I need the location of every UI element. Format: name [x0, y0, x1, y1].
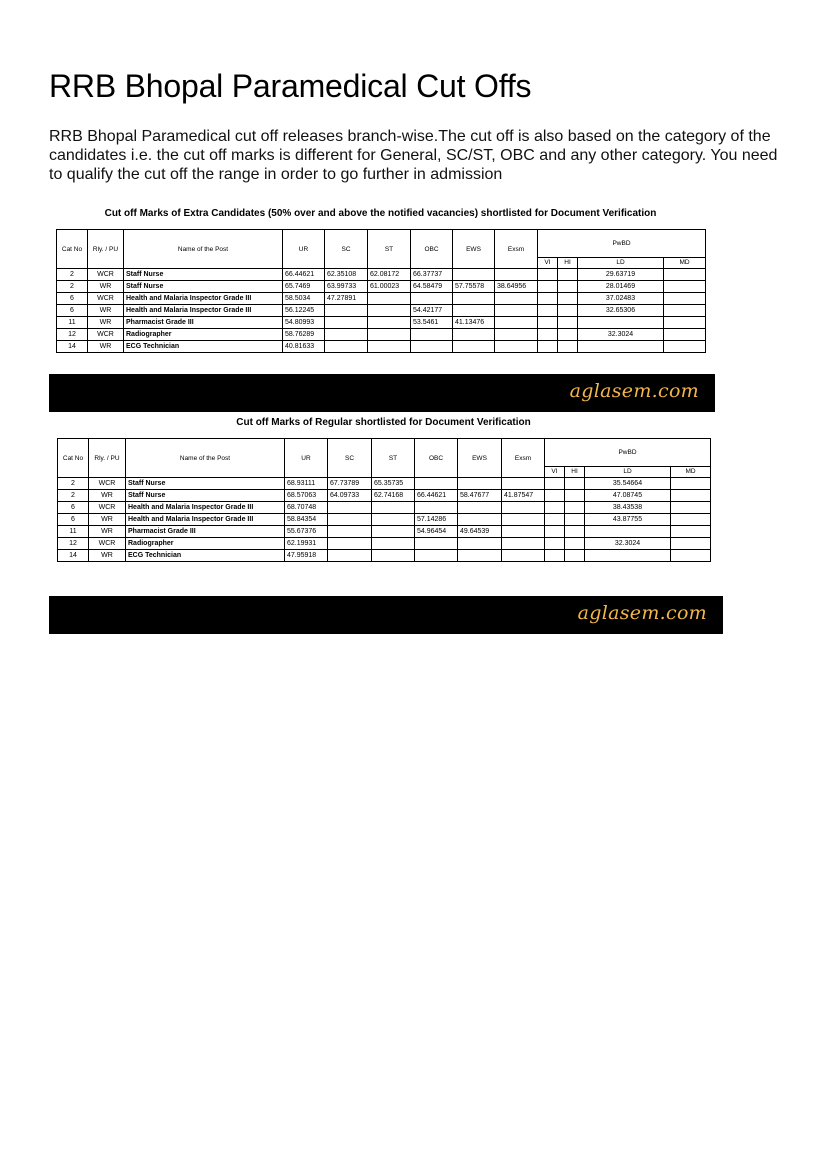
- cell-rly-pu: WCR: [89, 478, 126, 490]
- cell-rly-pu: WR: [88, 281, 124, 293]
- cell-exsm: 38.64956: [495, 281, 538, 293]
- cell-ur: 40.81633: [283, 341, 325, 353]
- cell-post: Radiographer: [126, 538, 285, 550]
- cell-hi: [565, 514, 585, 526]
- cell-obc: [415, 478, 458, 490]
- table-row: [57, 293, 706, 305]
- cell-sc: [325, 305, 368, 317]
- cell-st: [372, 526, 415, 538]
- cell-ur: 54.80993: [283, 317, 325, 329]
- table-row: [57, 269, 706, 281]
- cell-exsm: [502, 526, 545, 538]
- cell-vi: [538, 341, 558, 353]
- cell-vi: [545, 514, 565, 526]
- cell-exsm: [502, 514, 545, 526]
- header-ur: UR: [285, 439, 328, 478]
- cell-post: Staff Nurse: [124, 269, 283, 281]
- cell-vi: [538, 293, 558, 305]
- table-row: [57, 281, 706, 293]
- cell-ews: [458, 478, 502, 490]
- cell-sc: [325, 341, 368, 353]
- aglasem-logo-text: aglasem.com: [569, 380, 699, 402]
- cell-vi: [545, 538, 565, 550]
- cell-st: [372, 538, 415, 550]
- cell-rly-pu: WR: [89, 490, 126, 502]
- cell-sc: 62.35108: [325, 269, 368, 281]
- cell-hi: [565, 490, 585, 502]
- table-row: [58, 490, 711, 502]
- cell-ld: [585, 526, 671, 538]
- cell-st: 61.00023: [368, 281, 411, 293]
- cell-cat-no: 12: [58, 538, 89, 550]
- cell-hi: [565, 502, 585, 514]
- cell-ur: 58.76289: [283, 329, 325, 341]
- cell-st: [368, 305, 411, 317]
- header-obc: OBC: [415, 439, 458, 478]
- cell-ld: 38.43538: [585, 502, 671, 514]
- cell-obc: 66.37737: [411, 269, 453, 281]
- cell-ews: 49.64539: [458, 526, 502, 538]
- regular-cutoff-table: [57, 438, 711, 562]
- cell-vi: [545, 526, 565, 538]
- cell-sc: [328, 550, 372, 562]
- cell-ur: 68.70748: [285, 502, 328, 514]
- table-row: [57, 341, 706, 353]
- cell-vi: [538, 329, 558, 341]
- cell-md: [664, 293, 706, 305]
- cell-ld: 32.65306: [578, 305, 664, 317]
- table-row: [58, 550, 711, 562]
- cell-ews: [453, 341, 495, 353]
- header-ur: UR: [283, 230, 325, 269]
- cell-md: [671, 502, 711, 514]
- cell-st: 62.08172: [368, 269, 411, 281]
- table-row: [57, 329, 706, 341]
- header-obc: OBC: [411, 230, 453, 269]
- cell-st: [372, 514, 415, 526]
- cell-cat-no: 2: [58, 490, 89, 502]
- cell-post: ECG Technician: [124, 341, 283, 353]
- cell-obc: 64.58479: [411, 281, 453, 293]
- cell-ews: [453, 305, 495, 317]
- cell-ews: [458, 502, 502, 514]
- header-ews: EWS: [453, 230, 495, 269]
- cell-ews: [458, 538, 502, 550]
- cell-sc: 67.73789: [328, 478, 372, 490]
- header-post: Name of the Post: [124, 230, 283, 269]
- cell-hi: [565, 526, 585, 538]
- cell-ews: [453, 293, 495, 305]
- table-row: [58, 478, 711, 490]
- cell-ur: 68.57063: [285, 490, 328, 502]
- cell-sc: 63.99733: [325, 281, 368, 293]
- cell-md: [664, 317, 706, 329]
- extra-candidates-table-block: [56, 207, 705, 353]
- header-pwbd: PwBD: [545, 439, 711, 467]
- cell-obc: [415, 538, 458, 550]
- header-st: ST: [372, 439, 415, 478]
- table-row: [58, 514, 711, 526]
- cell-cat-no: 11: [58, 526, 89, 538]
- cell-ews: [458, 550, 502, 562]
- cell-ur: 66.44621: [283, 269, 325, 281]
- cell-post: Radiographer: [124, 329, 283, 341]
- cell-md: [671, 550, 711, 562]
- cell-ld: 32.3024: [585, 538, 671, 550]
- cell-rly-pu: WR: [88, 317, 124, 329]
- header-ews: EWS: [458, 439, 502, 478]
- header-ld: LD: [578, 258, 664, 269]
- cell-obc: 54.42177: [411, 305, 453, 317]
- cell-md: [664, 329, 706, 341]
- cell-exsm: [502, 538, 545, 550]
- intro-paragraph: RRB Bhopal Paramedical cut off releases branch-wise.The cut off is also based on the category of the candidates i.e. the cut off marks is different for General, SC/ST, OBC and any other category. You need to qualify the cut off the range in order to go further in admission: [49, 128, 778, 183]
- header-exsm: Exsm: [502, 439, 545, 478]
- cell-hi: [565, 538, 585, 550]
- cell-post: Pharmacist Grade III: [126, 526, 285, 538]
- cell-exsm: [495, 269, 538, 281]
- header-st: ST: [368, 230, 411, 269]
- cell-st: 62.74168: [372, 490, 415, 502]
- cell-md: [671, 526, 711, 538]
- cell-rly-pu: WCR: [88, 293, 124, 305]
- cell-cat-no: 2: [57, 269, 88, 281]
- cell-ld: 35.54664: [585, 478, 671, 490]
- table-row: [58, 526, 711, 538]
- cell-rly-pu: WCR: [88, 329, 124, 341]
- cell-ur: 58.5034: [283, 293, 325, 305]
- cell-ews: [453, 269, 495, 281]
- cell-post: Health and Malaria Inspector Grade III: [126, 502, 285, 514]
- cell-exsm: [495, 317, 538, 329]
- cell-hi: [565, 478, 585, 490]
- cell-cat-no: 6: [58, 514, 89, 526]
- cell-exsm: [495, 341, 538, 353]
- header-vi: VI: [538, 258, 558, 269]
- cell-ur: 68.93111: [285, 478, 328, 490]
- header-vi: VI: [545, 467, 565, 478]
- cell-rly-pu: WR: [88, 305, 124, 317]
- cell-vi: [545, 490, 565, 502]
- cell-post: Health and Malaria Inspector Grade III: [126, 514, 285, 526]
- cell-ld: 37.02483: [578, 293, 664, 305]
- cell-obc: 66.44621: [415, 490, 458, 502]
- cell-exsm: [495, 329, 538, 341]
- extra-candidates-table-title: Cut off Marks of Extra Candidates (50% over and above the notified vacancies) shortlisted for Document Verification: [104, 208, 657, 219]
- cell-ews: 41.13476: [453, 317, 495, 329]
- cell-hi: [558, 305, 578, 317]
- cell-st: [368, 341, 411, 353]
- cell-hi: [558, 317, 578, 329]
- cell-md: [664, 341, 706, 353]
- cell-sc: [328, 526, 372, 538]
- cell-vi: [538, 281, 558, 293]
- cell-ld: 47.08745: [585, 490, 671, 502]
- cell-exsm: [502, 550, 545, 562]
- cell-ur: 47.95918: [285, 550, 328, 562]
- cell-rly-pu: WCR: [89, 538, 126, 550]
- cell-vi: [538, 305, 558, 317]
- header-rly-pu: Rly. / PU: [89, 439, 126, 478]
- cell-md: [664, 269, 706, 281]
- cell-hi: [565, 550, 585, 562]
- table-row: [57, 305, 706, 317]
- cell-obc: [411, 329, 453, 341]
- cell-sc: 47.27891: [325, 293, 368, 305]
- cell-ld: 28.01469: [578, 281, 664, 293]
- cell-md: [671, 538, 711, 550]
- cell-ld: 29.63719: [578, 269, 664, 281]
- cell-post: Staff Nurse: [124, 281, 283, 293]
- cell-rly-pu: WCR: [88, 269, 124, 281]
- cell-ld: [585, 550, 671, 562]
- cell-ld: [578, 317, 664, 329]
- table-row: [57, 317, 706, 329]
- cell-hi: [558, 293, 578, 305]
- cell-post: Staff Nurse: [126, 490, 285, 502]
- cell-cat-no: 12: [57, 329, 88, 341]
- cell-md: [664, 305, 706, 317]
- brand-banner: [49, 596, 723, 634]
- cell-obc: [411, 341, 453, 353]
- cell-sc: [328, 502, 372, 514]
- cell-cat-no: 11: [57, 317, 88, 329]
- cell-ur: 55.67376: [285, 526, 328, 538]
- header-md: MD: [671, 467, 711, 478]
- page-title: RRB Bhopal Paramedical Cut Offs: [49, 68, 532, 104]
- cell-post: Health and Malaria Inspector Grade III: [124, 293, 283, 305]
- cell-post: Pharmacist Grade III: [124, 317, 283, 329]
- cell-rly-pu: WR: [89, 526, 126, 538]
- cell-vi: [545, 550, 565, 562]
- cell-ur: 62.19931: [285, 538, 328, 550]
- cell-exsm: 41.87547: [502, 490, 545, 502]
- cell-post: Health and Malaria Inspector Grade III: [124, 305, 283, 317]
- cell-cat-no: 6: [58, 502, 89, 514]
- regular-table-body: [58, 478, 711, 562]
- cell-st: [372, 550, 415, 562]
- cell-vi: [538, 269, 558, 281]
- cell-post: ECG Technician: [126, 550, 285, 562]
- brand-banner: [49, 374, 715, 412]
- cell-hi: [558, 329, 578, 341]
- cell-vi: [545, 502, 565, 514]
- cell-obc: [411, 293, 453, 305]
- cell-st: [368, 293, 411, 305]
- cell-hi: [558, 281, 578, 293]
- cell-ur: 58.84354: [285, 514, 328, 526]
- cell-cat-no: 14: [58, 550, 89, 562]
- cell-cat-no: 14: [57, 341, 88, 353]
- cell-ld: 32.3024: [578, 329, 664, 341]
- cell-ews: 57.75578: [453, 281, 495, 293]
- cell-st: [372, 502, 415, 514]
- cell-hi: [558, 269, 578, 281]
- cell-exsm: [495, 305, 538, 317]
- cell-sc: [325, 317, 368, 329]
- cell-st: [368, 317, 411, 329]
- aglasem-logo-text: aglasem.com: [577, 602, 707, 624]
- cell-cat-no: 6: [57, 293, 88, 305]
- header-ld: LD: [585, 467, 671, 478]
- extra-candidates-table-body: [57, 269, 706, 353]
- cell-ews: [453, 329, 495, 341]
- cell-st: [368, 329, 411, 341]
- cell-vi: [538, 317, 558, 329]
- header-cat-no: Cat No: [57, 230, 88, 269]
- table-row: [58, 538, 711, 550]
- cell-vi: [545, 478, 565, 490]
- cell-ews: 58.47677: [458, 490, 502, 502]
- header-sc: SC: [328, 439, 372, 478]
- cell-post: Staff Nurse: [126, 478, 285, 490]
- header-exsm: Exsm: [495, 230, 538, 269]
- cell-hi: [558, 341, 578, 353]
- cell-obc: 54.96454: [415, 526, 458, 538]
- regular-table-block: [57, 416, 710, 562]
- header-hi: HI: [565, 467, 585, 478]
- cell-md: [671, 478, 711, 490]
- cell-md: [664, 281, 706, 293]
- header-rly-pu: Rly. / PU: [88, 230, 124, 269]
- cell-sc: [325, 329, 368, 341]
- cell-cat-no: 2: [57, 281, 88, 293]
- cell-md: [671, 514, 711, 526]
- cell-ld: [578, 341, 664, 353]
- cell-ld: 43.87755: [585, 514, 671, 526]
- cell-ews: [458, 514, 502, 526]
- header-md: MD: [664, 258, 706, 269]
- cell-exsm: [502, 478, 545, 490]
- extra-candidates-cutoff-table: [56, 229, 706, 353]
- cell-ur: 65.7469: [283, 281, 325, 293]
- header-pwbd: PwBD: [538, 230, 706, 258]
- cell-exsm: [495, 293, 538, 305]
- regular-table-title: Cut off Marks of Regular shortlisted for Document Verification: [236, 417, 531, 428]
- cell-cat-no: 6: [57, 305, 88, 317]
- cell-rly-pu: WCR: [89, 502, 126, 514]
- cell-exsm: [502, 502, 545, 514]
- cell-ur: 56.12245: [283, 305, 325, 317]
- cell-rly-pu: WR: [88, 341, 124, 353]
- cell-sc: [328, 514, 372, 526]
- cell-rly-pu: WR: [89, 514, 126, 526]
- header-hi: HI: [558, 258, 578, 269]
- table-row: [58, 502, 711, 514]
- header-cat-no: Cat No: [58, 439, 89, 478]
- cell-obc: 53.5461: [411, 317, 453, 329]
- cell-obc: [415, 550, 458, 562]
- cell-obc: [415, 502, 458, 514]
- header-sc: SC: [325, 230, 368, 269]
- cell-sc: 64.09733: [328, 490, 372, 502]
- cell-rly-pu: WR: [89, 550, 126, 562]
- cell-obc: 57.14286: [415, 514, 458, 526]
- cell-st: 65.35735: [372, 478, 415, 490]
- cell-sc: [328, 538, 372, 550]
- cell-md: [671, 490, 711, 502]
- cell-cat-no: 2: [58, 478, 89, 490]
- header-post: Name of the Post: [126, 439, 285, 478]
